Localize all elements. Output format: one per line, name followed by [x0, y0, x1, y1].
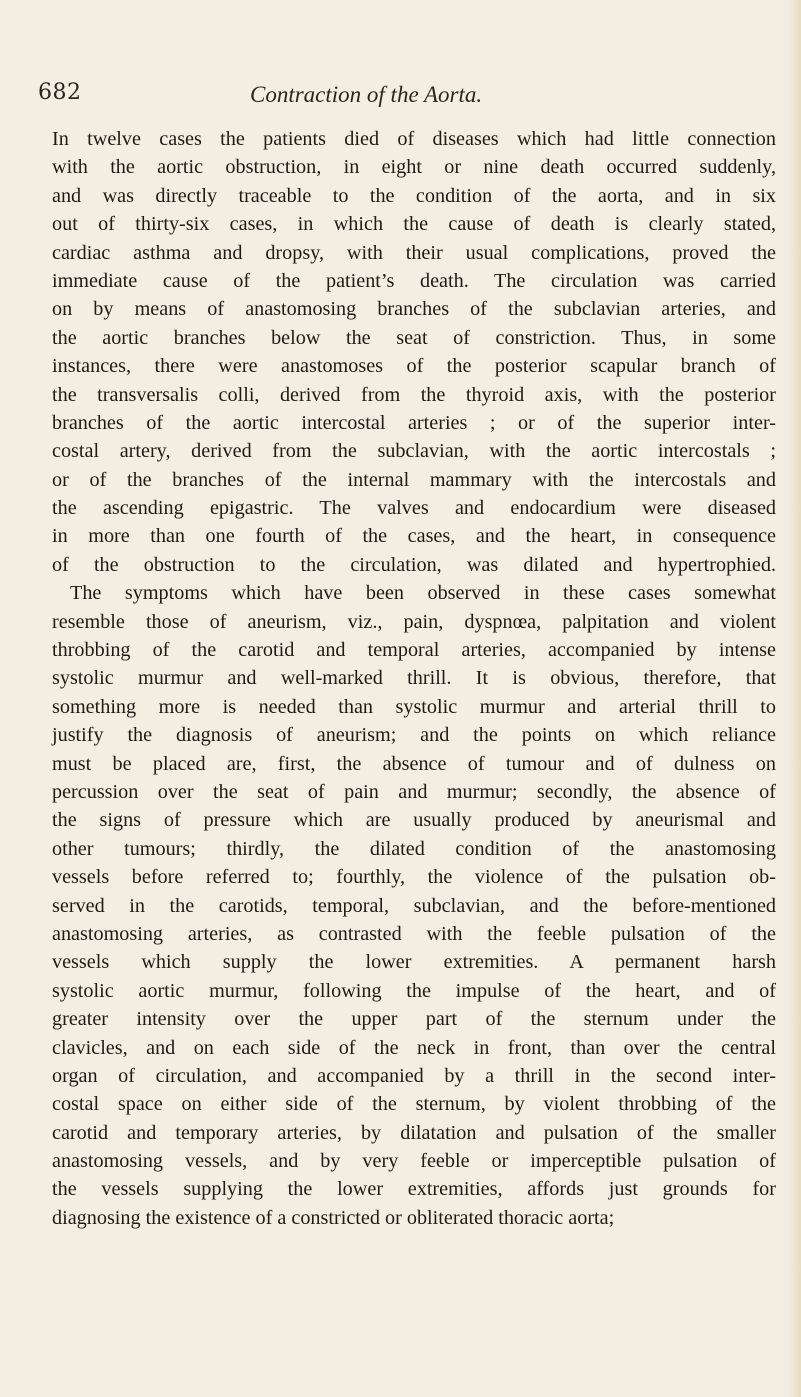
text-line: with the aortic obstruction, in eight or nine death occurred suddenly,: [52, 156, 776, 179]
text-line: throbbing of the carotid and temporal arteries, accompanied by intense: [52, 639, 776, 662]
text-line: percussion over the seat of pain and murmur; secondly, the absence of: [52, 780, 776, 803]
page-edge-shadow: [787, 0, 801, 1397]
text-line: The symptoms which have been observed in these cases somewhat: [70, 582, 776, 605]
text-line: of the obstruction to the circulation, was dilated and hypertrophied.: [52, 553, 776, 576]
text-line: on by means of anastomosing branches of the subclavian arteries, and: [52, 298, 776, 321]
running-title: Contraction of the Aorta.: [250, 82, 483, 107]
text-line: cardiac asthma and dropsy, with their usual complications, proved the: [52, 241, 776, 264]
text-line: branches of the aortic intercostal arteries ; or of the superior inter-: [52, 411, 776, 434]
text-line: justify the diagnosis of aneurism; and the points on which reliance: [52, 724, 776, 747]
page-number: 682: [38, 80, 82, 105]
text-line: anastomosing vessels, and by very feeble or imperceptible pulsation of: [52, 1150, 776, 1173]
text-line: the aortic branches below the seat of constriction. Thus, in some: [52, 326, 776, 349]
text-line: clavicles, and on each side of the neck in front, than over the central: [52, 1036, 776, 1059]
text-line: anastomosing arteries, as contrasted with the feeble pulsation of the: [52, 922, 776, 945]
text-line: something more is needed than systolic murmur and arterial thrill to: [52, 695, 776, 718]
text-line: in more than one fourth of the cases, and the heart, in consequence: [52, 525, 776, 548]
text-line: the signs of pressure which are usually produced by aneurismal and: [52, 809, 776, 832]
text-line: systolic murmur and well-marked thrill. It is obvious, therefore, that: [52, 667, 776, 690]
text-line: costal artery, derived from the subclavian, with the aortic intercostals ;: [52, 440, 776, 463]
text-line: In twelve cases the patients died of diseases which had little connection: [52, 128, 776, 150]
text-line: systolic aortic murmur, following the impulse of the heart, and of: [52, 979, 776, 1002]
text-line: or of the branches of the internal mammary with the intercostals and: [52, 468, 776, 491]
text-line: other tumours; thirdly, the dilated condition of the anastomosing: [52, 837, 776, 860]
text-line: the transversalis colli, derived from the thyroid axis, with the posterior: [52, 383, 776, 406]
text-line: organ of circulation, and accompanied by a thrill in the second inter-: [52, 1064, 776, 1087]
text-line: costal space on either side of the sternum, by violent throbbing of the: [52, 1093, 776, 1116]
page-header: [38, 80, 778, 120]
text-line: out of thirty-six cases, in which the cause of death is clearly stated,: [52, 213, 776, 236]
text-line: diagnosing the existence of a constricted or obliterated thoracic aorta;: [52, 1206, 615, 1229]
text-line: greater intensity over the upper part of the sternum under the: [52, 1008, 776, 1031]
text-line: resemble those of aneurism, viz., pain, dyspnœa, palpitation and violent: [52, 610, 776, 633]
text-line: served in the carotids, temporal, subclavian, and the before-mentioned: [52, 894, 776, 917]
text-line: vessels before referred to; fourthly, the violence of the pulsation ob-: [52, 866, 776, 889]
text-line: carotid and temporary arteries, by dilatation and pulsation of the smaller: [52, 1121, 776, 1144]
text-line: and was directly traceable to the condition of the aorta, and in six: [52, 184, 776, 207]
text-line: the ascending epigastric. The valves and endocardium were diseased: [52, 497, 776, 520]
text-line: immediate cause of the patient’s death. The circulation was carried: [52, 269, 776, 292]
text-line: instances, there were anastomoses of the posterior scapular branch of: [52, 355, 776, 378]
body-text: [52, 125, 776, 1232]
text-line: the vessels supplying the lower extremities, affords just grounds for: [52, 1178, 776, 1201]
text-line: vessels which supply the lower extremities. A permanent harsh: [52, 951, 776, 974]
text-line: must be placed are, first, the absence of tumour and of dulness on: [52, 752, 776, 775]
